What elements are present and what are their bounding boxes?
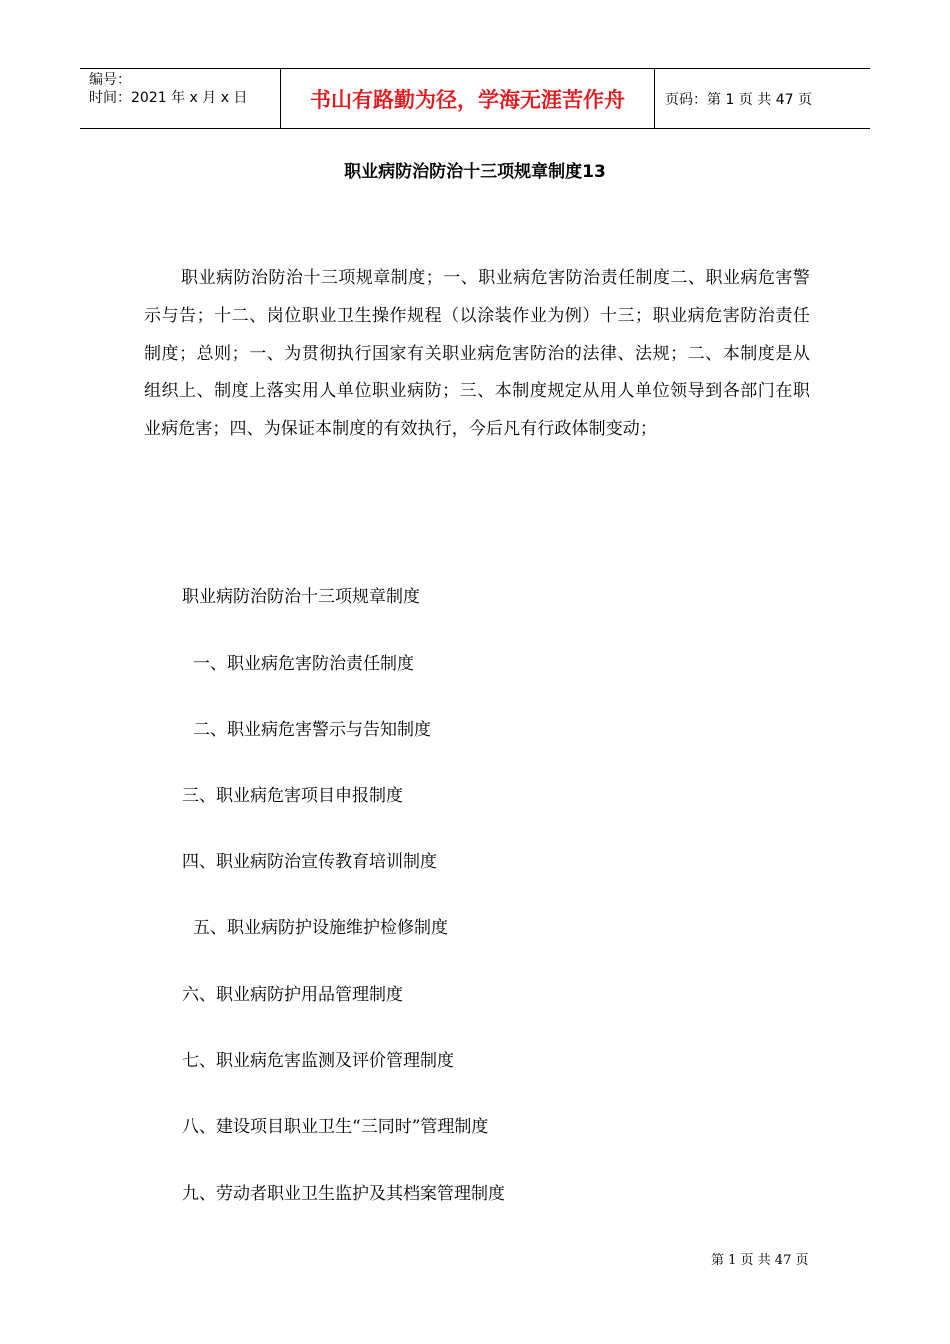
document-time-label: 时间：2021 年 x 月 x 日 <box>89 90 248 106</box>
list-item: 七、职业病危害监测及评价管理制度 <box>182 1051 454 1071</box>
list-item: 五、职业病防护设施维护检修制度 <box>193 918 448 938</box>
document-number-label: 编号： <box>89 72 131 88</box>
list-title: 职业病防治防治十三项规章制度 <box>182 587 420 607</box>
intro-paragraph: 职业病防治防治十三项规章制度；一、职业病危害防治责任制度二、职业病危害警示与告；十二、岗位职业卫生操作规程（以涂装作业为例）十三；职业病危害防治责任制度；总则；一、为贯彻执行国家有关职业病危害防治的法律、法规；二、本制度是从组织上、制度上落实用人单位职业病防；三、本制度规定从用人单位领导到各部门在职业病危害；四、为保证本制度的有效执行，今后凡有行政体制变动； <box>144 268 810 440</box>
list-item: 九、劳动者职业卫生监护及其档案管理制度 <box>182 1184 505 1204</box>
list-item: 二、职业病危害警示与告知制度 <box>193 720 431 740</box>
list-item: 六、职业病防护用品管理制度 <box>182 985 403 1005</box>
document-title: 职业病防治防治十三项规章制度13 <box>344 162 606 182</box>
list-item: 一、职业病危害防治责任制度 <box>193 654 414 674</box>
page-header <box>80 68 870 129</box>
header-motto: 书山有路勤为径，学海无涯苦作舟 <box>281 69 655 128</box>
page-footer: 第 1 页 共 47 页 <box>711 1253 809 1268</box>
header-page-number: 页码：第 1 页 共 47 页 <box>665 91 812 108</box>
header-meta <box>80 69 281 128</box>
list-item: 八、建设项目职业卫生“三同时”管理制度 <box>182 1117 489 1137</box>
list-item: 四、职业病防治宣传教育培训制度 <box>182 852 437 872</box>
list-item: 三、职业病危害项目申报制度 <box>182 786 403 806</box>
